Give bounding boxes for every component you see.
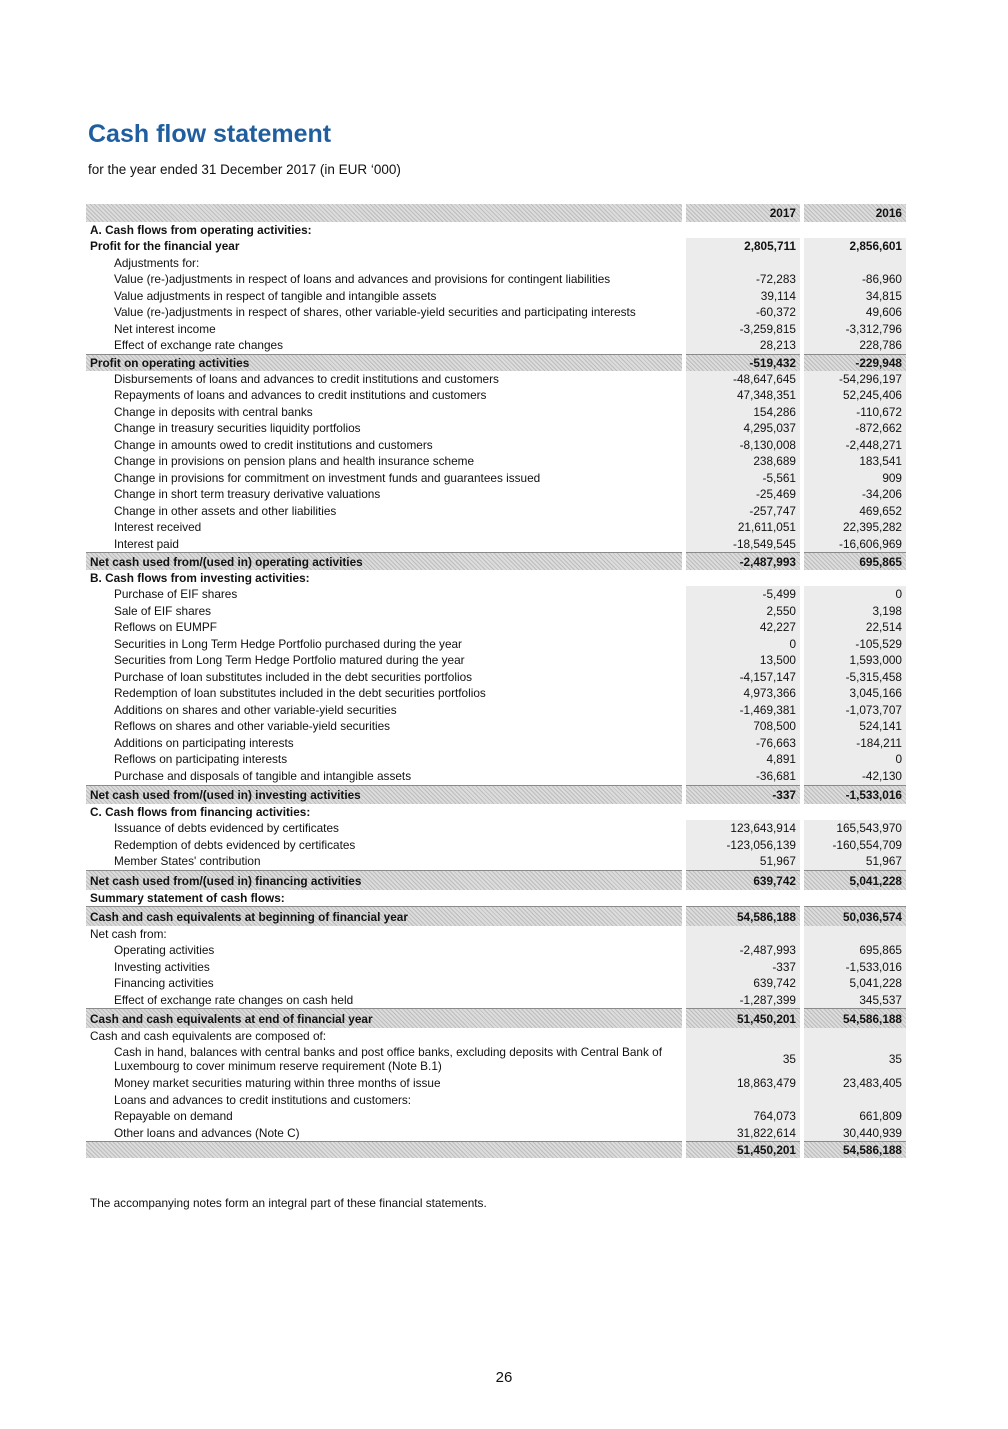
value-2016: 54,586,188 [804,1008,906,1028]
table-row [86,437,906,453]
row-label: Disbursements of loans and advances to credit institutions and customers [114,372,499,386]
table-row [86,222,906,238]
value-2017: 18,863,479 [686,1074,800,1092]
table-row [86,288,906,304]
table-row [86,853,906,870]
table-row [86,238,906,255]
value-2016: 695,865 [804,942,906,959]
table-row [86,337,906,354]
value-2016: 34,815 [804,288,906,304]
table-row [86,1074,906,1092]
value-2016: 695,865 [804,552,906,570]
row-label: Redemption of debts evidenced by certificates [114,838,356,852]
table-body [86,222,906,1158]
row-label: Profit on operating activities [86,354,682,371]
column-header-2017: 2017 [686,204,800,222]
row-label: Change in deposits with central banks [114,405,313,419]
value-2017: 51,450,201 [686,1008,800,1028]
value-2017: -48,647,645 [686,371,800,387]
row-label: C. Cash flows from financing activities: [90,805,311,819]
value-2017 [686,1092,800,1108]
total-row [86,1008,906,1028]
value-2016: 3,045,166 [804,685,906,702]
row-label: Value (re-)adjustments in respect of shares, other variable-yield securities and participating interests [114,305,636,319]
value-2017: 2,550 [686,603,800,619]
row-label: Repayments of loans and advances to credit institutions and customers [114,388,487,402]
value-2017 [686,255,800,271]
value-2017 [686,926,800,942]
value-2016: 52,245,406 [804,387,906,404]
table-row [86,470,906,486]
table-row [86,619,906,636]
value-2016: -5,315,458 [804,669,906,685]
table-row [86,669,906,685]
value-2016: 5,041,228 [804,975,906,992]
table-row [86,387,906,404]
row-label [86,1141,682,1158]
row-label: Change in treasury securities liquidity portfolios [114,421,361,435]
table-row [86,718,906,735]
row-label: Sale of EIF shares [114,604,212,618]
row-label: Adjustments for: [114,256,200,270]
value-2016: -42,130 [804,768,906,785]
value-2016: 909 [804,470,906,486]
value-2016 [804,1028,906,1044]
value-2016 [804,255,906,271]
value-2016: -1,533,016 [804,959,906,975]
value-2016: 1,593,000 [804,652,906,669]
value-2016: 469,652 [804,503,906,519]
value-2017: 28,213 [686,337,800,354]
header-label-cell [86,204,682,222]
value-2017: 39,114 [686,288,800,304]
value-2017: -5,561 [686,470,800,486]
footnote: The accompanying notes form an integral part of these financial statements. [90,1196,487,1210]
value-2016: -1,533,016 [804,785,906,804]
row-label: Reflows on EUMPF [114,620,217,634]
table-row [86,636,906,652]
value-2017: -3,259,815 [686,321,800,337]
value-2017: 238,689 [686,453,800,470]
page-title: Cash flow statement [88,120,332,148]
table-row [86,685,906,702]
page-subtitle: for the year ended 31 December 2017 (in EUR ‘000) [88,162,401,177]
row-label: Cash and cash equivalents at end of financial year [86,1008,682,1028]
row-label: Cash and cash equivalents are composed of: [90,1029,327,1043]
value-2016: -34,206 [804,486,906,503]
value-2016 [804,1092,906,1108]
row-label: Purchase of loan substitutes included in the debt securities portfolios [114,670,473,684]
table-row [86,519,906,536]
row-label: Value adjustments in respect of tangible and intangible assets [114,289,437,303]
value-2017: 4,891 [686,751,800,768]
row-label: Effect of exchange rate changes on cash held [114,993,354,1007]
value-2017: -4,157,147 [686,669,800,685]
table-row [86,1028,906,1044]
value-2017: 123,643,914 [686,820,800,837]
value-2016: -1,073,707 [804,702,906,718]
table-row [86,926,906,942]
row-label: Operating activities [114,943,215,957]
table-row [86,536,906,552]
value-2016: 22,514 [804,619,906,636]
value-2016 [804,890,906,906]
table-row [86,371,906,387]
value-2017: 21,611,051 [686,519,800,536]
table-row [86,404,906,420]
value-2017: -25,469 [686,486,800,503]
row-label: Issuance of debts evidenced by certificates [114,821,339,835]
value-2017: -337 [686,959,800,975]
value-2016 [804,570,906,586]
row-label: Profit for the financial year [90,239,240,253]
value-2017 [686,1028,800,1044]
value-2016: 2,856,601 [804,238,906,255]
value-2017: -5,499 [686,586,800,603]
value-2016: -160,554,709 [804,837,906,853]
row-label: Money market securities maturing within three months of issue [114,1076,441,1090]
row-label: Change in other assets and other liabilities [114,504,337,518]
row-label: Member States' contribution [114,854,261,868]
value-2017: -2,487,993 [686,552,800,570]
value-2017: -36,681 [686,768,800,785]
table-row [86,768,906,785]
value-2017 [686,804,800,820]
table-row [86,942,906,959]
table-row [86,321,906,337]
value-2017: 47,348,351 [686,387,800,404]
value-2017: 54,586,188 [686,906,800,926]
value-2017: -8,130,008 [686,437,800,453]
value-2016: 524,141 [804,718,906,735]
value-2016: 0 [804,586,906,603]
table-row [86,304,906,321]
page-number: 26 [495,1369,513,1386]
value-2016: -110,672 [804,404,906,420]
table-row [86,804,906,820]
table-row [86,255,906,271]
row-label: Change in amounts owed to credit institutions and customers [114,438,433,452]
table-row [86,420,906,437]
row-label: Effect of exchange rate changes [114,338,283,352]
table-row [86,1092,906,1108]
row-label: A. Cash flows from operating activities: [90,223,312,237]
total-row [86,552,906,570]
row-label: Securities in Long Term Hedge Portfolio purchased during the year [114,637,462,651]
value-2016: 30,440,939 [804,1125,906,1141]
value-2017: 51,967 [686,853,800,870]
table-row [86,586,906,603]
row-label: Investing activities [114,960,210,974]
row-label: Other loans and advances (Note C) [114,1126,300,1140]
value-2016: -229,948 [804,354,906,371]
value-2016: 3,198 [804,603,906,619]
value-2016: 0 [804,751,906,768]
row-label: Net cash used from/(used in) operating activities [86,552,682,570]
value-2017: -2,487,993 [686,942,800,959]
value-2017: -60,372 [686,304,800,321]
row-label: Purchase and disposals of tangible and intangible assets [114,769,412,783]
row-label: Financing activities [114,976,214,990]
value-2017: 154,286 [686,404,800,420]
row-label: Purchase of EIF shares [114,587,238,601]
cash-flow-table [86,204,906,1158]
row-label: Reflows on shares and other variable-yield securities [114,719,391,733]
value-2017: -123,056,139 [686,837,800,853]
value-2016: 228,786 [804,337,906,354]
table-row [86,503,906,519]
value-2016: -184,211 [804,735,906,751]
table-row [86,735,906,751]
total-row [86,785,906,804]
row-label: Loans and advances to credit institutions and customers: [114,1093,412,1107]
table-header-row [86,204,906,222]
table-row [86,837,906,853]
value-2016: 661,809 [804,1108,906,1125]
row-label: Net cash from: [90,927,167,941]
value-2016: 165,543,970 [804,820,906,837]
table-row [86,1044,906,1074]
table-row [86,603,906,619]
value-2016: -54,296,197 [804,371,906,387]
table-row [86,702,906,718]
value-2017: 764,073 [686,1108,800,1125]
value-2016: 345,537 [804,992,906,1008]
value-2016 [804,222,906,238]
row-label: Change in provisions for commitment on investment funds and guarantees issued [114,471,541,485]
value-2017: 4,973,366 [686,685,800,702]
value-2016: -2,448,271 [804,437,906,453]
value-2017: -72,283 [686,271,800,288]
value-2016 [804,804,906,820]
value-2016: 23,483,405 [804,1074,906,1092]
value-2017: -76,663 [686,735,800,751]
value-2017: -519,432 [686,354,800,371]
value-2016: 183,541 [804,453,906,470]
row-label: Net interest income [114,322,216,336]
column-header-2016: 2016 [804,204,906,222]
value-2016: 5,041,228 [804,870,906,890]
value-2017: -1,287,399 [686,992,800,1008]
table-row [86,975,906,992]
table-row [86,959,906,975]
value-2016: 50,036,574 [804,906,906,926]
table-row [86,1125,906,1141]
value-2016: 49,606 [804,304,906,321]
table-row [86,820,906,837]
value-2017: 35 [686,1044,800,1074]
value-2017: 708,500 [686,718,800,735]
table-row [86,486,906,503]
value-2017: 51,450,201 [686,1141,800,1158]
row-label: B. Cash flows from investing activities: [90,571,310,585]
value-2016: 35 [804,1044,906,1074]
table-row [86,453,906,470]
row-label: Change in provisions on pension plans and health insurance scheme [114,454,475,468]
table-row [86,890,906,906]
table-row [86,652,906,669]
row-label: Repayable on demand [114,1109,233,1123]
value-2016: -872,662 [804,420,906,437]
total-row [86,354,906,371]
table-row [86,271,906,288]
value-2017: 13,500 [686,652,800,669]
row-label: Summary statement of cash flows: [90,891,285,905]
value-2016: 22,395,282 [804,519,906,536]
value-2017: 2,805,711 [686,238,800,255]
value-2017: -18,549,545 [686,536,800,552]
value-2016: -16,606,969 [804,536,906,552]
total-row [86,906,906,926]
value-2016: -86,960 [804,271,906,288]
table-row [86,570,906,586]
value-2017 [686,570,800,586]
row-label: Additions on shares and other variable-yield securities [114,703,397,717]
total-row [86,870,906,890]
value-2017: 31,822,614 [686,1125,800,1141]
value-2017: 42,227 [686,619,800,636]
value-2017 [686,222,800,238]
row-label: Securities from Long Term Hedge Portfolio matured during the year [114,653,465,667]
row-label: Interest paid [114,537,179,551]
value-2017: -337 [686,785,800,804]
value-2016: 54,586,188 [804,1141,906,1158]
table-row [86,751,906,768]
value-2017: -257,747 [686,503,800,519]
value-2017 [686,890,800,906]
value-2016 [804,926,906,942]
total-row [86,1141,906,1158]
value-2016: 51,967 [804,853,906,870]
value-2017: 639,742 [686,975,800,992]
row-label: Cash and cash equivalents at beginning of financial year [86,906,682,926]
value-2017: 639,742 [686,870,800,890]
table-row [86,1108,906,1125]
row-label: Additions on participating interests [114,736,294,750]
value-2016: -3,312,796 [804,321,906,337]
row-label: Net cash used from/(used in) investing activities [86,785,682,804]
value-2017: 4,295,037 [686,420,800,437]
row-label: Cash in hand, balances with central banks and post office banks, excluding deposits with Central Bank of Luxembourg to cover minimum reserve requirement (Note B.1) [114,1045,663,1073]
row-label: Net cash used from/(used in) financing activities [86,870,682,890]
row-label: Interest received [114,520,202,534]
value-2016: -105,529 [804,636,906,652]
row-label: Value (re-)adjustments in respect of loans and advances and provisions for contingent liabilities [114,272,611,286]
row-label: Reflows on participating interests [114,752,288,766]
row-label: Change in short term treasury derivative valuations [114,487,381,501]
value-2017: 0 [686,636,800,652]
row-label: Redemption of loan substitutes included in the debt securities portfolios [114,686,486,700]
value-2017: -1,469,381 [686,702,800,718]
table-row [86,992,906,1008]
